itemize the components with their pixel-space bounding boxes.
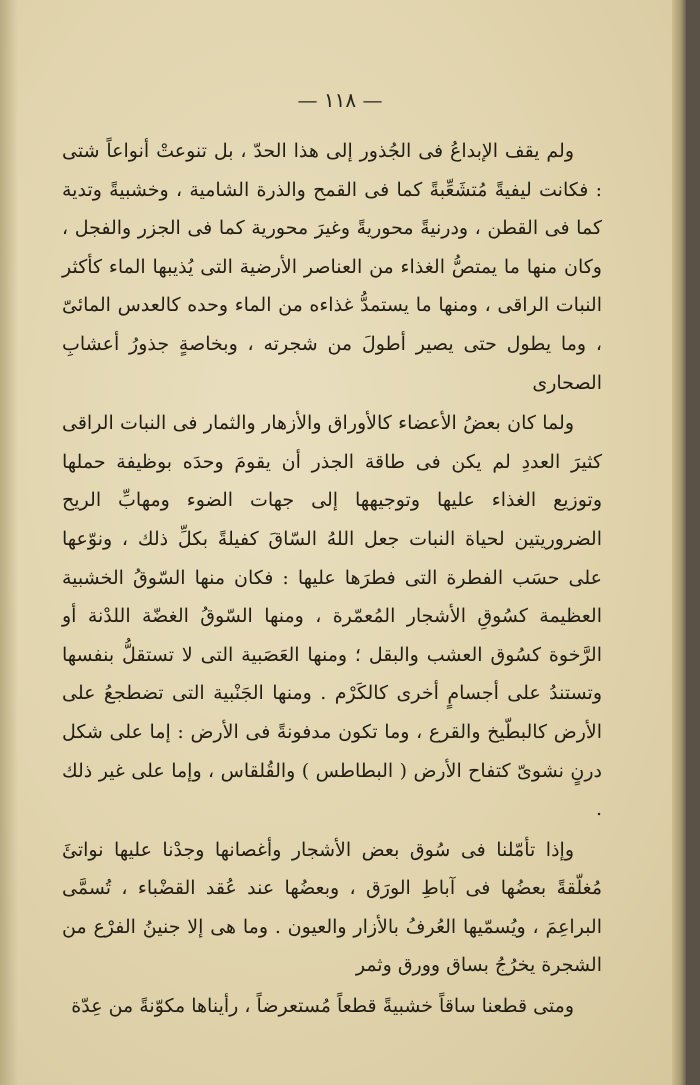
page-text <box>62 132 602 1026</box>
page-binding-shadow <box>0 0 18 1085</box>
paragraph: ولما كان بعضُ الأعضاء كالأوراق والأزهار والثمار فى النبات الراقى كثيرَ العددِ لم يكن فى طاقة الجذر أن يقومَ وحدَه بوظيفة حملها وتوزيع الغذاء عليها وتوجيهها إلى جهات الضوء ومهابِّ الريح الضروريتين لحياة النبات جعل اللهُ السّاقَ كفيلةً بكلِّ ذلك ، ونوّعها على حسَب الفطرة التى فطرَها عليها : فكان منها السّوقُ الخشبية العظيمة كسُوقِ الأشجار المُعمّرة ، ومنها السّوقُ الغضّة اللدْنة أو الرَّخوة كسُوق العشب والبقل ؛ ومنها العَصَبية التى لا تستقلُّ بنفسها وتستندُ على أجسامٍ أخرى كالكَرْم . ومنها الجَنْبية التى تضطجعُ على الأرض كالبطّيخ والقرع ، وما تكون مدفونةً فى الأرض : إما على شكل درنٍ نشوىّ كتفاح الأرض ( البطاطس ) والقُلقاس ، وإما على غير ذلك . <box>62 412 602 821</box>
page-edge <box>672 0 686 1085</box>
paragraph: ومتى قطعنا ساقاً خشبيةً قطعاً مُستعرضاً ، رأيناها مكوّنةً من عِدّة <box>71 995 574 1018</box>
paragraph: وإذا تأمّلنا فى سُوق بعض الأشجار وأغصانها وجدْنا عليها نواتئَ مُغلّقةً بعضُها فى آباطِ الورَق ، وبعضُها عند عُقد القضْباء ، تُسمَّى البراعِمَ ، ويُسمّيها العُرفُ بالأزار والعيون . وما هى إلا جنينُ الفرْع من الشجرة يخرُجُ بساق وورق وثمر <box>62 838 602 977</box>
paragraph: ولم يقف الإبداعُ فى الجُذور إلى هذا الحدّ ، بل تنوعتْ أنواعاً شتى : فكانت ليفيةً مُتشَعِّبةً كما فى القمح والذرة الشامية ، وخشبيةً وتدية كما فى القطن ، ودرنيةً محوريةً وغيرَ محورية كما فى الجزر والفجل ، وكان منها ما يمتصُّ الغذاء من العناصر الأرضية التى يُذيبها الماء كأكثر النبات الراقى ، ومنها ما يستمدُّ غذاءه من الماء وحده كالعدس المائىّ ، وما يطول حتى يصير أطولَ من شجرته ، وبخاصةٍ جذورُ أعشابِ الصحارى <box>62 140 602 394</box>
page-number: — ١١٨ — <box>297 88 383 112</box>
